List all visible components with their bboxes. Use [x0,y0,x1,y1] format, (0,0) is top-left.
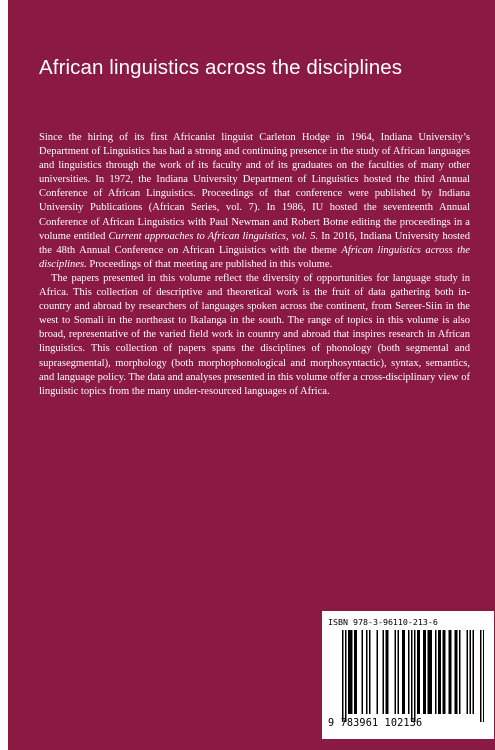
book-title: African linguistics across the disciplines [39,56,403,79]
barcode-bar [408,630,410,714]
blurb-text: Since the hiring of its first Africanist linguist Carleton Hodge in 1964, Indiana University’s Department of Linguistics has had a strong and continuing presence in the study of African languages and linguistics through the work of its faculty and of its graduates on the faculties of many other universities. In 1972, the Indiana University Department of Linguistics hosted the third Annual Conference of African Linguistics. Proceedings of that conference were published by Indiana University Publications (African Series, vol. 7). In 1986, IU hosted the seventeenth Annual Conference of African Linguistics with Paul Newman and Robert Botne editing the proceedings in a volume entitled [39,132,470,242]
barcode-bar [383,630,385,714]
barcode-bar [470,630,472,714]
barcode-bar [435,630,437,714]
barcode-bar [351,630,353,714]
barcode-bar [366,630,368,714]
barcode-bar [449,630,451,714]
barcode-bar [425,630,427,714]
barcode-bar [362,630,364,714]
isbn-label: ISBN 978-3-96110-213-6 [328,617,438,627]
barcode-bar [404,630,406,714]
barcode-bar [377,630,379,714]
barcode-bar [456,630,458,714]
barcode-bar [345,630,347,722]
blurb-italic-title: Current approaches to African linguistics, vol. 5. [108,230,319,242]
blurb-paragraph-1 [39,131,470,272]
barcode-bar [429,630,431,714]
barcode-digits: 9 783961 102136 [328,718,423,729]
barcode-bar [423,630,425,714]
barcode-bar [417,630,419,714]
barcode-bar [450,630,452,714]
blurb [39,131,470,399]
back-cover [8,0,495,750]
blurb-paragraph-2: The papers presented in this volume reflect the diversity of opportunities for language study in Africa. This collection of descriptive and theoretical work is the fruit of data gathering both in-country and abroad by researchers of languages spoken across the continent, from Sereer-Siin in the west to Somali in the northeast to Ikalanga in the south. The range of topics in this volume is also broad, representative of the varied field work in country and abroad that inspires research in African linguistics. This collection of papers spans the disciplines of phonology (both segmental and suprasegmental), morphology (both morphophonological and morphosyntactic), syntax, semantics, and language policy. The data and analyses presented in this volume offer a cross-disciplinary view of linguistic topics from the many under-resourced languages of Africa. [39,272,470,397]
barcode-bar [431,630,433,714]
barcode-bar [438,630,440,714]
barcode-bar [402,630,404,714]
barcode [342,630,484,726]
barcode-bar [483,630,484,722]
barcode-bar [395,630,397,714]
barcode-bar [369,630,371,714]
barcode-bar [356,630,358,714]
barcode-bar [428,630,430,714]
barcode-bar [386,630,388,714]
blurb-text: Proceedings of that meeting are published in this volume. [86,258,333,270]
barcode-bar [443,630,445,714]
barcode-box [322,611,494,739]
barcode-bar [354,630,356,714]
barcode-bar [440,630,442,714]
barcode-bar [414,630,416,722]
blurb-text: In 2016, Indiana University hosted the 48th Annual Conference on African Linguistics with the theme [39,230,470,256]
barcode-bar [350,630,352,714]
barcode-bar [444,630,446,714]
barcode-bar [348,630,350,714]
barcode-bar [480,630,482,722]
blurb-italic-theme: African linguistics across the disciplines. [39,244,470,270]
barcode-bar [473,630,475,714]
barcode-bar [387,630,389,714]
barcode-bar [459,630,461,714]
barcode-bar [419,630,421,714]
barcode-bar [467,630,469,714]
barcode-bar [342,630,344,722]
barcode-bar [411,630,413,722]
barcode-bar [398,630,400,714]
barcode-bar [455,630,457,714]
